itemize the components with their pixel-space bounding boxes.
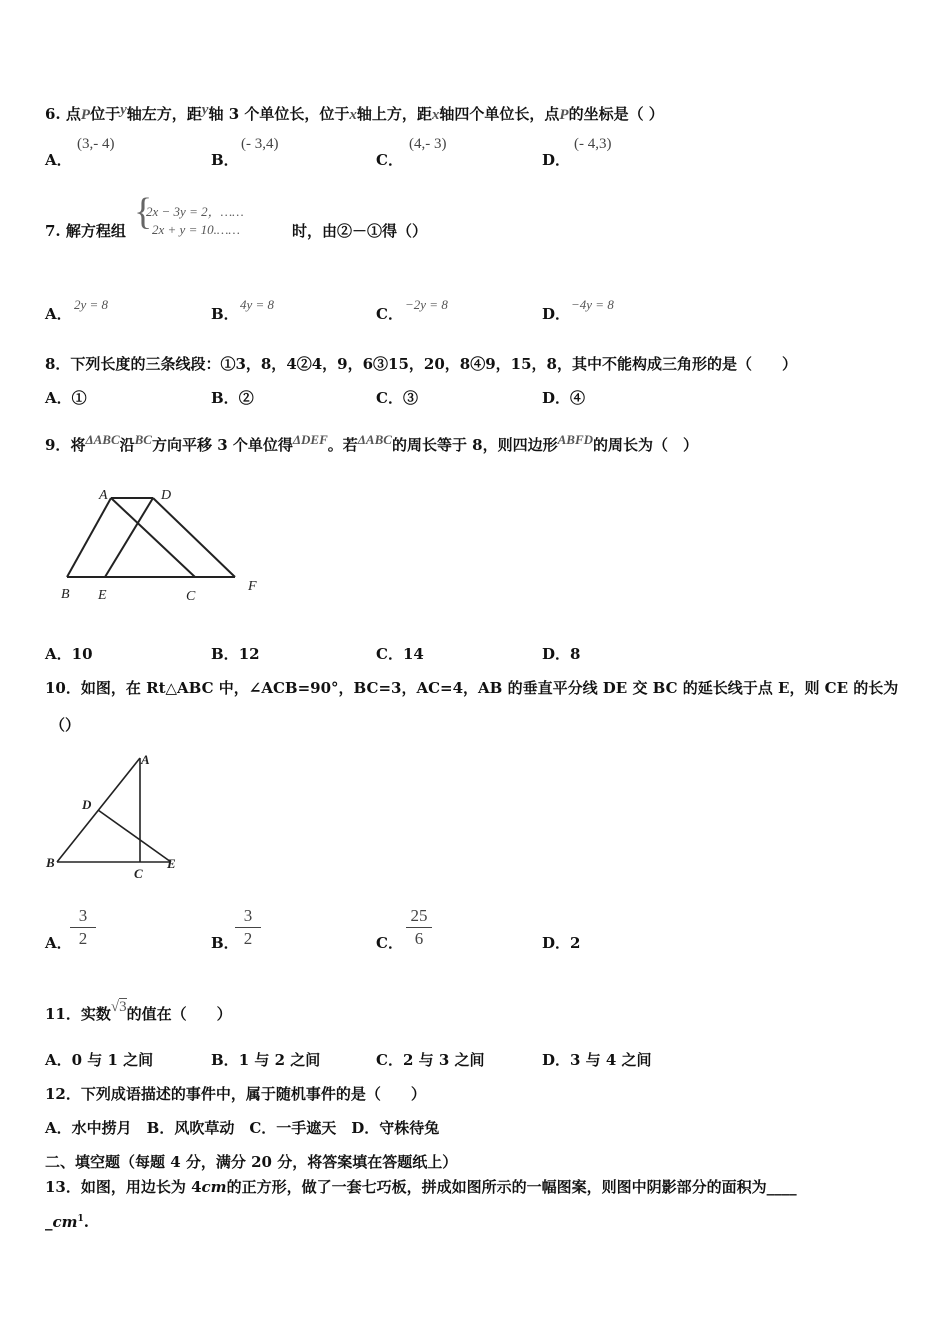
q9-segment-df [153, 498, 235, 577]
q10-option-c: C． [376, 934, 403, 952]
q9-segment-ac [111, 498, 195, 577]
q10-label-d: D [82, 797, 92, 812]
q11-option-c: C．2 与 3 之间 [376, 1051, 485, 1069]
q10-option-a-fraction: 3 2 [70, 906, 96, 949]
q6-option-b-value: (- 3,4) [241, 136, 279, 152]
q7-option-c-value: −2y = 8 [405, 297, 448, 312]
q7-stem-end: 时，由②－①得（） [292, 222, 428, 240]
q7-equation-1: 2x − 3y = 2，…… [146, 204, 244, 219]
q12-options: A．水中捞月 B．风吹草动 C．一手遮天 D．守株待兔 [45, 1119, 440, 1137]
q10-figure [45, 748, 185, 883]
q8-stem: 8．下列长度的三条线段：①3，8，4②4，9，6③15，20，8④9，15，8，其中不能构成三角形的是（ ） [45, 355, 797, 373]
q9-stem: 9．将ΔABC沿BC方向平移 3 个单位得ΔDEF。若ΔABC的周长等于 8，则四边形ABFD的周长为（ ） [45, 432, 699, 454]
q8-option-b: B．② [211, 389, 254, 407]
q11-option-d: D．3 与 4 之间 [542, 1051, 652, 1069]
q10-label-c: C [134, 866, 143, 881]
q9-option-b: B．12 [211, 645, 260, 663]
q10-label-b: B [46, 855, 55, 870]
q11-option-a: A．0 与 1 之间 [45, 1051, 154, 1069]
q12-stem: 12．下列成语描述的事件中，属于随机事件的是（ ） [45, 1085, 426, 1103]
q7-equation-2: 2x + y = 10.…… [152, 222, 240, 237]
q9-label-e: E [98, 588, 107, 603]
q6-option-a: A． [45, 151, 72, 169]
q9-label-f: F [248, 579, 257, 594]
q6-stem: 6. 点P位于y轴左方，距y轴 3 个单位长，位于x轴上方，距x轴四个单位长，点P的坐标是（ ） [45, 102, 664, 123]
q6-option-d-value: (- 4,3) [574, 136, 612, 152]
q9-segment-de [105, 498, 153, 577]
q6-option-a-value: (3,- 4) [77, 136, 115, 152]
q8-option-c: C．③ [376, 389, 418, 407]
q11-option-b: B．1 与 2 之间 [211, 1051, 321, 1069]
q9-option-d: D．8 [542, 645, 581, 663]
q10-option-d: D．2 [542, 934, 581, 952]
q9-option-a: A．10 [45, 645, 93, 663]
q6-option-c-value: (4,- 3) [409, 136, 447, 152]
q6-option-c: C． [376, 151, 403, 169]
q7-num: 7. 解方程组 [45, 222, 126, 240]
q7-brace: { [134, 191, 153, 233]
q10-option-a: A． [45, 934, 72, 952]
q9-figure [45, 480, 275, 610]
q6-option-b: B． [211, 151, 239, 169]
q7-option-d: D． [542, 305, 571, 323]
q7-option-a: A． [45, 305, 72, 323]
q10-option-b: B． [211, 934, 239, 952]
q10-label-a: A [141, 752, 150, 767]
q7-option-b: B． [211, 305, 239, 323]
q10-label-e: E [167, 856, 176, 871]
q7-option-d-value: −4y = 8 [571, 297, 614, 312]
q7-option-a-value: 2y = 8 [74, 297, 109, 312]
q10-option-b-fraction: 3 2 [235, 906, 261, 949]
q10-segment-de [98, 810, 171, 862]
q9-label-b: B [61, 587, 70, 602]
q7-option-b-value: 4y = 8 [240, 297, 275, 312]
q9-label-d: D [161, 488, 172, 503]
q8-option-d: D．④ [542, 389, 586, 407]
q13-stem: 13．如图，用边长为 4cm的正方形，做了一套七巧板，拼成如图所示的一幅图案，则图中阴影部分的面积为____ [45, 1178, 797, 1196]
q8-option-a: A．① [45, 389, 87, 407]
q13-stem-line2: $\_cm^1$. [45, 1213, 90, 1231]
q7-option-c: C． [376, 305, 403, 323]
q9-label-c: C [186, 589, 196, 604]
q10-stem: 10．如图，在 Rt△ABC 中，∠ACB=90°，BC=3，AC=4，AB 的垂直平分线 DE 交 BC 的延长线于点 E，则 CE 的长为 [45, 679, 899, 697]
q9-option-c: C．14 [376, 645, 424, 663]
q11-stem: 11．实数√3的值在（ ） [45, 999, 232, 1023]
section-2-heading: 二、填空题（每题 4 分，满分 20 分，将答案填在答题纸上） [45, 1153, 458, 1171]
q9-segment-ab [67, 498, 111, 577]
q9-label-a: A [99, 488, 108, 503]
q6-option-d: D． [542, 151, 571, 169]
q10-stem-paren: （） [50, 716, 81, 734]
q10-option-c-fraction: 25 6 [406, 906, 432, 949]
